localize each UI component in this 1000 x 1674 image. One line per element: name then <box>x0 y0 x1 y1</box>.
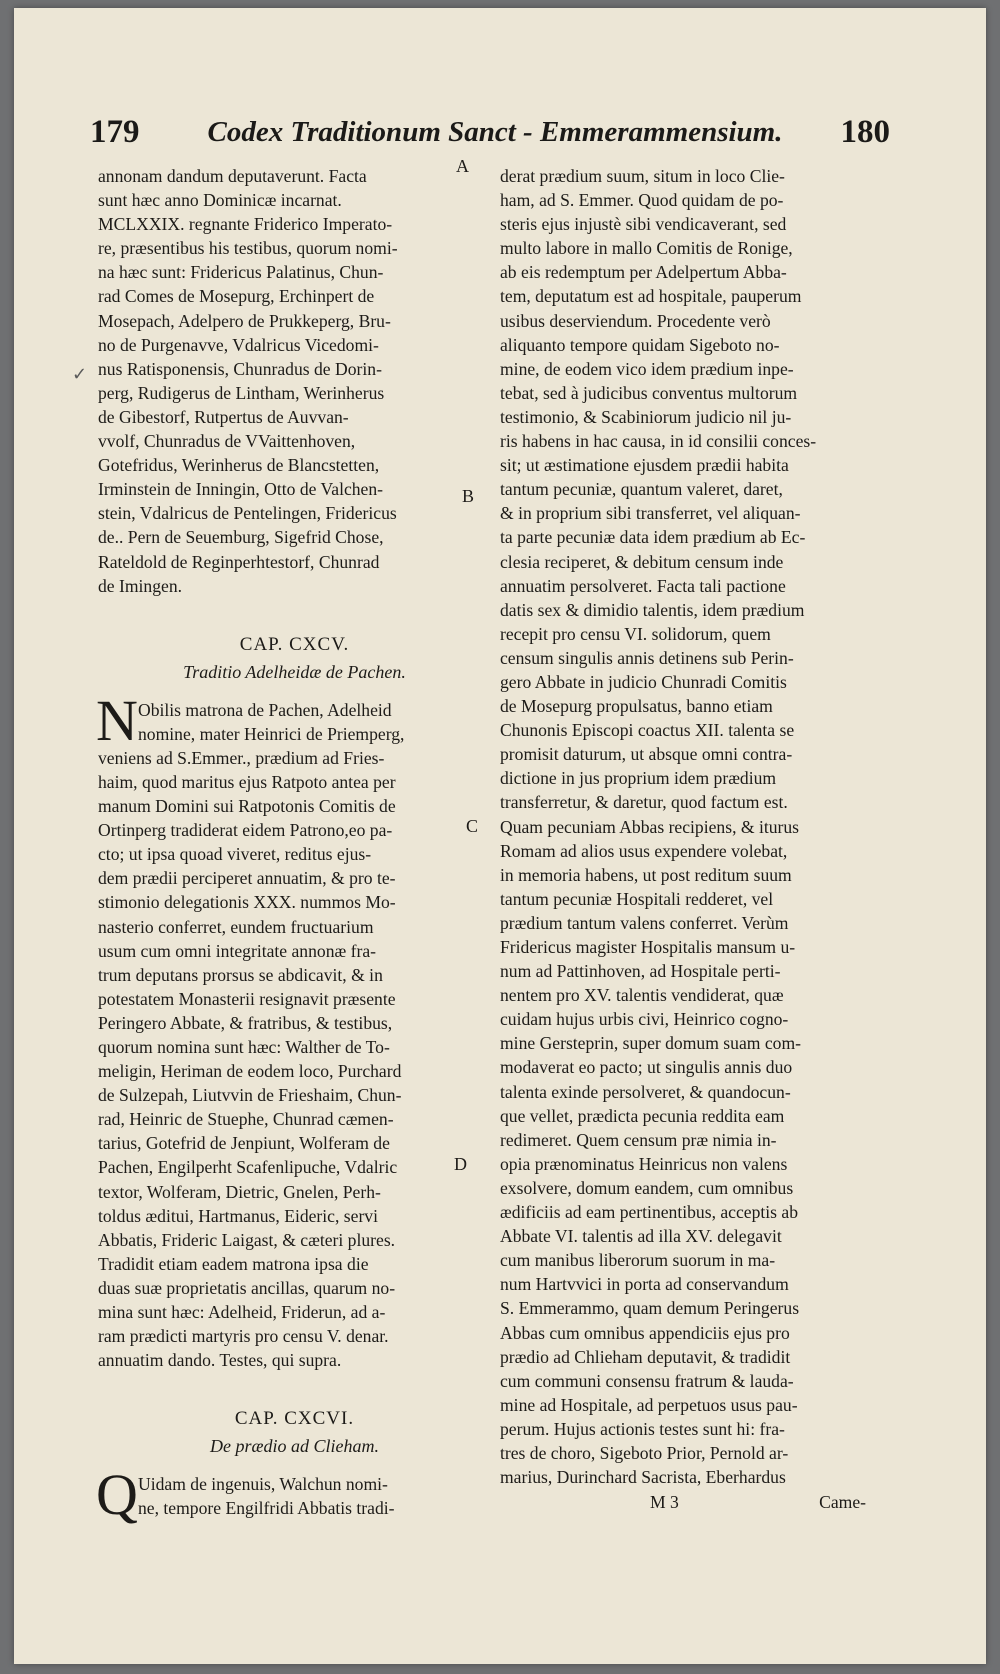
left-intro-text <box>98 164 491 598</box>
right-column-line: opia prænominatus Heinricus non valens <box>500 1153 788 1174</box>
right-column-line: promisit daturum, ut absque omni contra- <box>500 744 793 765</box>
right-column-line: recepit pro censu VI. solidorum, quem <box>500 623 771 644</box>
right-column-line: derat prædium suum, situm in loco Clie- <box>500 166 785 186</box>
left-intro-line: nus Ratisponensis, Chunradus de Dorin- <box>98 358 382 379</box>
right-column-line: Abbate VI. talentis ad illa XV. delegavit <box>500 1226 782 1247</box>
right-column <box>500 164 872 1515</box>
right-column-line: sit; ut æstimatione ejusdem prædii habita <box>500 455 789 476</box>
page-header <box>90 108 890 158</box>
chapter-cxcv-body-line: manum Domini sui Ratpotonis Comitis de <box>98 796 396 817</box>
chapter-cxcv-opening-line: nomine, mater Heinrici de Priemperg, <box>138 723 405 744</box>
left-intro-line: stein, Vdalricus de Pentelingen, Fridericus <box>98 503 397 524</box>
chapter-cxcv-body-line: duas suæ proprietatis ancillas, quarum no- <box>98 1277 396 1298</box>
pencil-mark-icon: ✓ <box>72 364 88 385</box>
chapter-cxcv-body-line: cto; ut ipsa quoad viveret, reditus ejus- <box>98 844 372 865</box>
right-column-line: ham, ad S. Emmer. Quod quidam de po- <box>500 190 784 211</box>
right-column-line: Romam ad alios usus expendere volebat, <box>500 840 788 861</box>
right-column-line: cum communi consensu fratrum & lauda- <box>500 1370 794 1391</box>
right-column-line: tantum pecuniæ Hospitali redderet, vel <box>500 888 774 909</box>
chapter-cxcvi-opening-line: Uidam de ingenuis, Walchun nomi- <box>138 1474 388 1495</box>
right-column-line: Chunonis Episcopi coactus XII. talenta se <box>500 720 795 741</box>
right-column-line: que vellet, prædicta pecunia reddita eam <box>500 1105 785 1126</box>
margin-letter-b: B <box>462 486 475 506</box>
page-footer <box>500 1489 872 1515</box>
chapter-cxcv-body-line: potestatem Monasterii resignavit præsente <box>98 988 396 1009</box>
right-column-line: cuidam hujus urbis civi, Heinrico cogno- <box>500 1009 789 1030</box>
right-column-line: censum singulis annis detinens sub Perin- <box>500 647 794 668</box>
right-column-line: tebat, sed à judicibus conventus multorum <box>500 382 798 403</box>
chapter-cxcv-body-line: Pachen, Engilperht Scafenlipuche, Vdalric <box>98 1157 398 1178</box>
drop-cap-n: N <box>96 687 138 753</box>
left-intro-line: de.. Pern de Seuemburg, Sigefrid Chose, <box>98 527 384 548</box>
right-column-line: mine ad Hospitale, ad perpetuos usus pau- <box>500 1394 798 1415</box>
right-column-line: usibus deserviendum. Procedente verò <box>500 310 771 331</box>
right-column-line: Abbas cum omnibus appendiciis ejus pro <box>500 1322 790 1343</box>
right-column-line: de Mosepurg propulsatus, banno etiam <box>500 696 773 717</box>
chapter-cxcv-body <box>98 746 491 1372</box>
chapter-cxcvi-opening-line: ne, tempore Engilfridi Abbatis tradi- <box>138 1498 395 1519</box>
chapter-cxcv-body-line: toldus æditui, Hartmanus, Eideric, servi <box>98 1205 378 1226</box>
right-column-line: exsolvere, domum eandem, cum omnibus <box>500 1177 794 1198</box>
right-column-line: perum. Hujus actionis testes sunt hi: fra- <box>500 1418 785 1439</box>
left-intro-line: sunt hæc anno Dominicæ incarnat. <box>98 190 342 211</box>
left-intro-line: perg, Rudigerus de Lintham, Werinherus <box>98 382 385 403</box>
right-column-line: ris habens in hac causa, in id consilii conces- <box>500 431 817 452</box>
chapter-cxcv-body-line: nasterio conferret, eundem fructuarium <box>98 916 374 937</box>
page-number-left: 179 <box>90 114 140 150</box>
right-column-line: num ad Pattinhoven, ad Hospitale perti- <box>500 961 781 982</box>
page-number-right: 180 <box>840 114 890 150</box>
chapter-cxcv-opening <box>96 687 491 753</box>
chapter-cxcv-body-line: de Sulzepah, Liutvvin de Frieshaim, Chun- <box>98 1085 402 1106</box>
right-column-line: ta parte pecuniæ data idem prædium ab Ec- <box>500 527 806 548</box>
book-page <box>14 8 986 1664</box>
right-column-line: Fridericus magister Hospitalis mansum u- <box>500 937 796 957</box>
chapter-cxcv-body-line: Peringero Abbate, & fratribus, & testibus, <box>98 1012 393 1033</box>
margin-letter-c: C <box>466 816 479 836</box>
left-intro-line: rad Comes de Mosepurg, Erchinpert de <box>98 286 375 307</box>
chapter-cxcv-body-line: haim, quod maritus ejus Ratpoto antea per <box>98 771 396 792</box>
chapter-cxcv-body-line: textor, Wolferam, Dietric, Gnelen, Perh- <box>98 1181 381 1202</box>
right-column-line: prædium tantum valens conferret. Verùm <box>500 912 789 933</box>
left-intro-line: no de Purgenavve, Vdalricus Vicedomi- <box>98 334 379 355</box>
right-column-line: num Hartvvici in porta ad conservandum <box>500 1274 789 1295</box>
right-column-line: ab eis redemptum per Adelpertum Abba- <box>500 262 787 283</box>
chapter-cxcv-body-line: rad, Heinric de Stuephe, Chunrad cæmen- <box>98 1109 394 1130</box>
left-intro-line: Gotefridus, Werinherus de Blancstetten, <box>98 455 380 476</box>
chapter-cxcv-body-line: veniens ad S.Emmer., prædium ad Fries- <box>98 747 385 768</box>
left-intro-line: MCLXXIX. regnante Friderico Imperato- <box>98 214 393 235</box>
margin-letter-a: A <box>456 156 469 176</box>
right-column-line: tem, deputatum est ad hospitale, pauperum <box>500 286 802 307</box>
right-column-line: multo labore in mallo Comitis de Ronige, <box>500 238 793 259</box>
right-column-line: annuatim persolveret. Facta tali pactione <box>500 575 786 596</box>
drop-cap-q: Q <box>96 1462 138 1528</box>
right-column-line: in memoria habens, ut post reditum suum <box>500 864 792 885</box>
left-intro-line: Mosepach, Adelpero de Prukkeperg, Bru- <box>98 310 391 331</box>
chapter-cxcv-body-line: meligin, Heriman de eodem loco, Purchard <box>98 1061 402 1082</box>
chapter-cxcv-body-line: stimonio delegationis XXX. nummos Mo- <box>98 892 396 913</box>
right-column-line: cum manibus liberorum suorum in ma- <box>500 1250 776 1271</box>
chapter-cxcv-body-line: Abbatis, Frideric Laigast, & cæteri plures. <box>98 1229 396 1250</box>
signature-mark: M 3 <box>650 1492 679 1513</box>
chapter-title-cxcv: Traditio Adelheidæ de Pachen. <box>183 661 406 682</box>
right-column-line: aliquanto tempore quidam Sigeboto no- <box>500 334 780 355</box>
left-intro-line: Irminstein de Inningin, Otto de Valchen- <box>98 479 384 500</box>
right-column-line: nentem pro XV. talentis vendiderat, quæ <box>500 985 784 1006</box>
right-column-line: marius, Durinchard Sacrista, Eberhardus <box>500 1467 786 1488</box>
right-column-text <box>500 164 872 1489</box>
chapter-cxcv-body-line: tarius, Gotefrid de Jenpiunt, Wolferam de <box>98 1133 390 1154</box>
margin-letter-d: D <box>454 1154 467 1174</box>
right-column-line: mine, de eodem vico idem prædium inpe- <box>500 358 794 379</box>
chapter-cxcv-body-line: annuatim dando. Testes, qui supra. <box>98 1350 342 1371</box>
right-column-line: ædificiis ad eam pertinentibus, acceptis ab <box>500 1202 799 1223</box>
right-column-line: dictione in jus proprium idem prædium <box>500 768 777 789</box>
chapter-heading-cxcv: CAP. CXCV. <box>239 633 350 655</box>
chapter-cxcv-body-line: Ortinperg tradiderat eidem Patrono,eo pa- <box>98 820 393 841</box>
right-column-line: transferretur, & daretur, quod factum est. <box>500 792 788 813</box>
left-column <box>96 164 491 1528</box>
right-column-line: modaverat eo pacto; ut singulis annis duo <box>500 1057 793 1078</box>
left-intro-line: de Gibestorf, Rutpertus de Auvvan- <box>98 406 349 427</box>
right-column-line: Quam pecuniam Abbas recipiens, & iturus <box>500 816 800 837</box>
left-intro-line: de Imingen. <box>98 575 183 596</box>
right-column-line: clesia reciperet, & debitum censum inde <box>500 551 784 572</box>
catchword: Came- <box>819 1492 866 1513</box>
chapter-cxcv-opening-line: Obilis matrona de Pachen, Adelheid <box>138 699 392 720</box>
chapter-cxcvi-opening <box>96 1462 491 1528</box>
right-column-line: testimonio, & Scabiniorum judicio nil ju- <box>500 406 792 427</box>
chapter-heading-cxcvi: CAP. CXCVI. <box>234 1408 355 1430</box>
chapter-cxcv-body-line: Tradidit etiam eadem matrona ipsa die <box>98 1253 369 1274</box>
right-column-line: datis sex & dimidio talentis, idem prædium <box>500 599 805 620</box>
chapter-cxcv-body-line: mina sunt hæc: Adelheid, Friderun, ad a- <box>98 1302 386 1323</box>
right-column-line: tantum pecuniæ, quantum valeret, daret, <box>500 479 783 500</box>
left-intro-line: vvolf, Chunradus de VVaittenhoven, <box>98 431 356 452</box>
right-column-line: S. Emmerammo, quam demum Peringerus <box>500 1298 800 1319</box>
right-column-line: steris ejus injustè sibi vendicaverant, sed <box>500 214 787 235</box>
chapter-cxcv-body-line: dem prædii perciperet annuatim, & pro te- <box>98 868 396 889</box>
chapter-cxcv-body-line: quorum nomina sunt hæc: Walther de To- <box>98 1037 390 1057</box>
right-column-line: gero Abbate in judicio Chunradi Comitis <box>500 671 787 692</box>
chapter-cxcv-body-line: trum deputans prorsus se abdicavit, & in <box>98 964 383 985</box>
running-title: Codex Traditionum Sanct - Emmerammensium. <box>207 116 783 148</box>
chapter-cxcv-body-line: usum cum omni integritate annonæ fra- <box>98 940 377 961</box>
right-column-line: redimeret. Quem censum præ nimia in- <box>500 1129 777 1150</box>
right-column-line: & in proprium sibi transferret, vel aliquan- <box>500 503 801 524</box>
left-intro-line: re, præsentibus his testibus, quorum nomi- <box>98 238 398 259</box>
chapter-cxcv-body-line: ram prædicti martyris pro censu V. denar. <box>98 1326 389 1347</box>
right-column-line: tres de choro, Sigeboto Prior, Pernold ar- <box>500 1442 789 1463</box>
right-column-line: mine Gersteprin, super domum suam com- <box>500 1033 801 1054</box>
right-column-line: talenta exinde persolveret, & quandocun- <box>500 1081 791 1102</box>
chapter-title-cxcvi: De prædio ad Clieham. <box>210 1436 379 1457</box>
left-intro-line: na hæc sunt: Fridericus Palatinus, Chun- <box>98 262 384 283</box>
left-intro-line: annonam dandum deputaverunt. Facta <box>98 166 367 186</box>
left-intro-line: Rateldold de Reginperhtestorf, Chunrad <box>98 551 380 572</box>
right-column-line: prædio ad Chlieham deputavit, & tradidit <box>500 1346 791 1367</box>
